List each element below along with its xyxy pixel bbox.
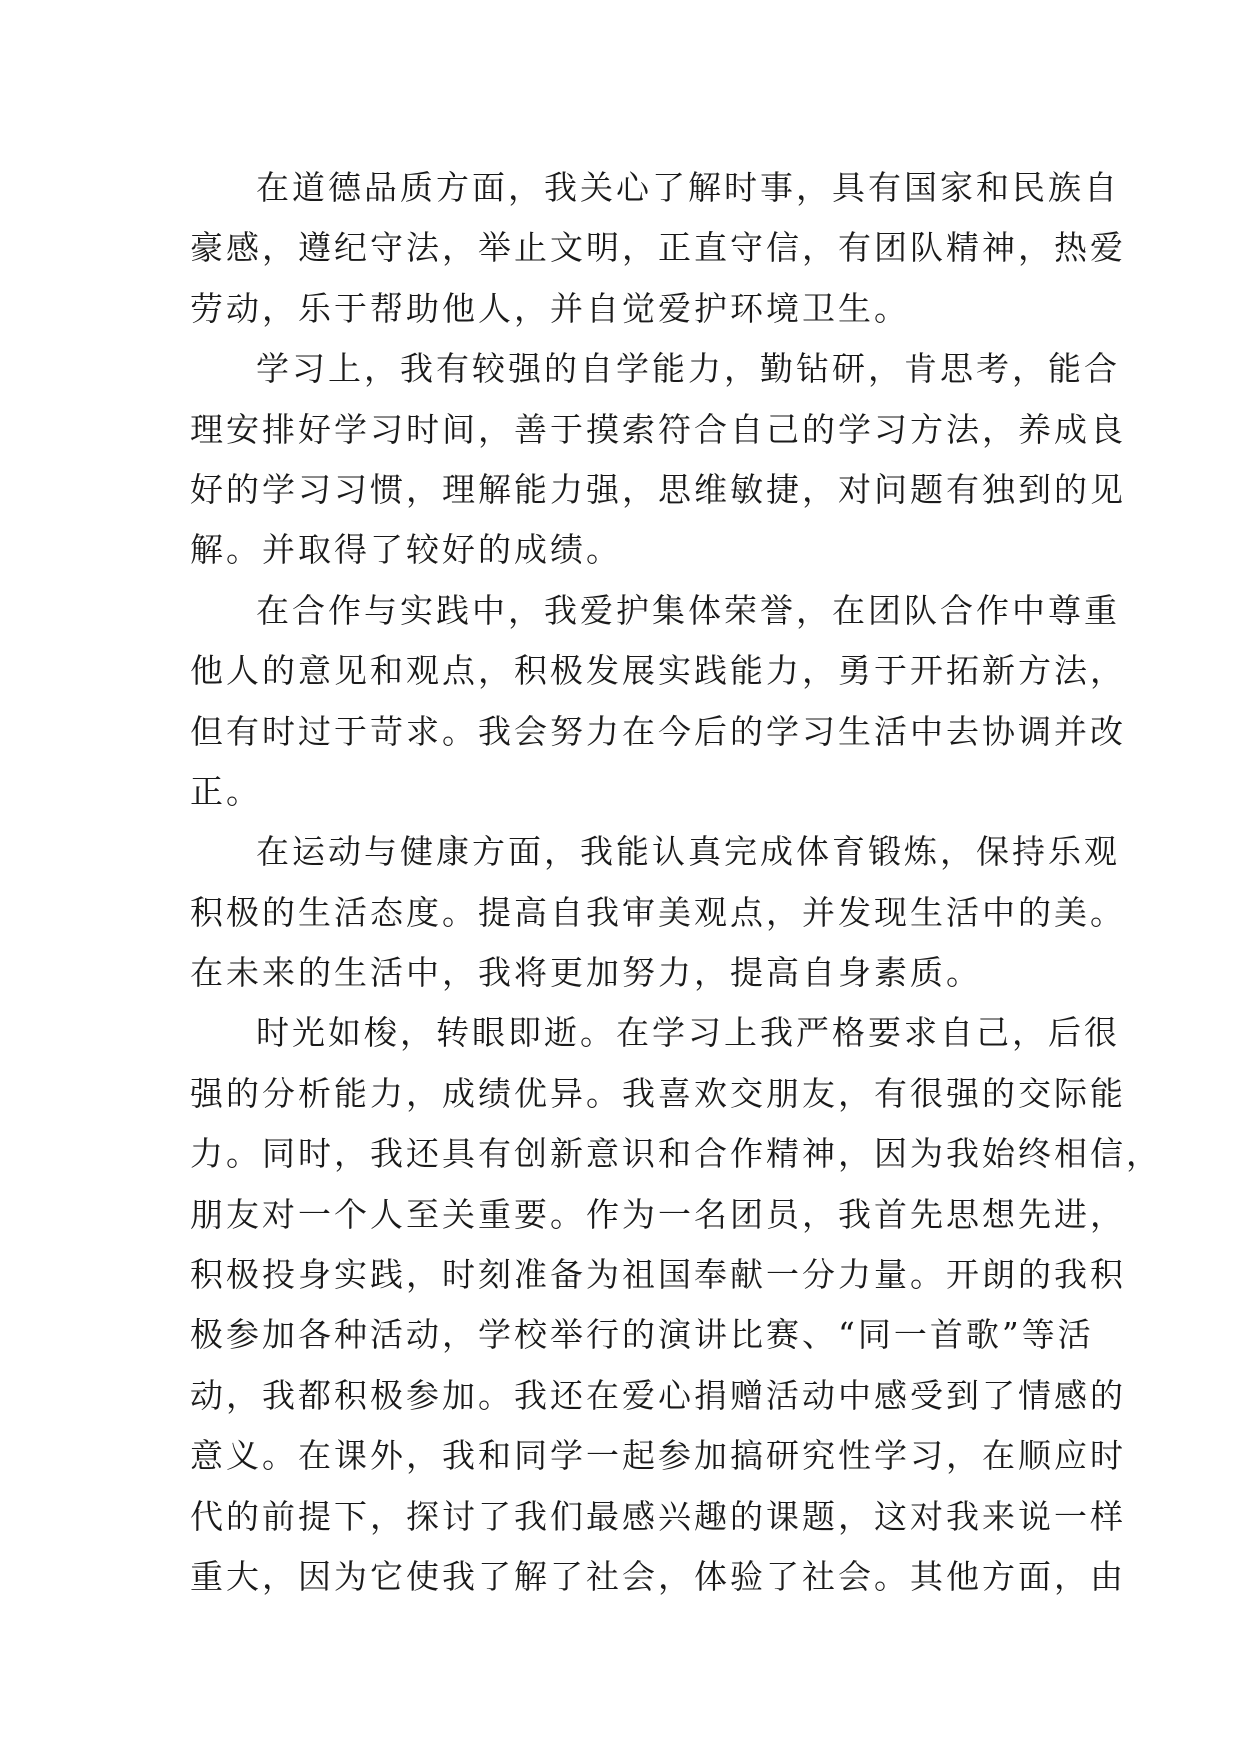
text-line: 豪感，遵纪守法，举止文明，正直守信，有团队精神，热爱 <box>190 228 1126 268</box>
text-line: 意义。在课外，我和同学一起参加搞研究性学习，在顺应时 <box>190 1436 1126 1476</box>
paragraph-cooperation <box>190 581 1126 823</box>
text-line: 极参加各种活动，学校举行的演讲比赛、“同一首歌”等活 <box>190 1315 1094 1355</box>
text-line: 他人的意见和观点，积极发展实践能力，勇于开拓新方法， <box>190 651 1126 691</box>
text-line: 时光如梭，转眼即逝。在学习上我严格要求自己，后很 <box>256 1013 1120 1053</box>
paragraph-sports-health <box>190 822 1126 1003</box>
document-body <box>190 158 1162 1607</box>
paragraph-study <box>190 339 1126 581</box>
text-line: 正。 <box>190 771 262 811</box>
text-line: 学习上，我有较强的自学能力，勤钻研，肯思考，能合 <box>256 349 1120 389</box>
text-line: 好的学习习惯，理解能力强，思维敏捷，对问题有独到的见 <box>190 469 1126 509</box>
text-line: 劳动，乐于帮助他人，并自觉爱护环境卫生。 <box>190 288 910 328</box>
text-line: 重大，因为它使我了解了社会，体验了社会。其他方面，由 <box>190 1556 1126 1596</box>
text-line: 理安排好学习时间，善于摸索符合自己的学习方法，养成良 <box>190 409 1126 449</box>
text-line: 代的前提下，探讨了我们最感兴趣的课题，这对我来说一样 <box>190 1496 1126 1536</box>
text-line: 在道德品质方面，我关心了解时事，具有国家和民族自 <box>256 168 1120 207</box>
text-line: 动，我都积极参加。我还在爱心捐赠活动中感受到了情感的 <box>190 1375 1126 1415</box>
text-line: 但有时过于苛求。我会努力在今后的学习生活中去协调并改 <box>190 711 1126 751</box>
text-line: 积极投身实践，时刻准备为祖国奉献一分力量。开朗的我积 <box>190 1255 1126 1295</box>
text-line: 解。并取得了较好的成绩。 <box>190 530 622 570</box>
text-line: 积极的生活态度。提高自我审美观点，并发现生活中的美。 <box>190 892 1126 932</box>
paragraph-time-flies <box>190 1003 1162 1607</box>
paragraph-moral-quality <box>190 158 1126 339</box>
text-line: 在未来的生活中，我将更加努力，提高自身素质。 <box>190 953 982 993</box>
text-line: 强的分析能力，成绩优异。我喜欢交朋友，有很强的交际能 <box>190 1073 1126 1113</box>
text-line: 在合作与实践中，我爱护集体荣誉，在团队合作中尊重 <box>256 590 1120 630</box>
text-line: 在运动与健康方面，我能认真完成体育锻炼，保持乐观 <box>256 832 1120 872</box>
text-line: 力。同时，我还具有创新意识和合作精神，因为我始终相信， <box>190 1134 1162 1174</box>
text-line: 朋友对一个人至关重要。作为一名团员，我首先思想先进， <box>190 1194 1126 1234</box>
